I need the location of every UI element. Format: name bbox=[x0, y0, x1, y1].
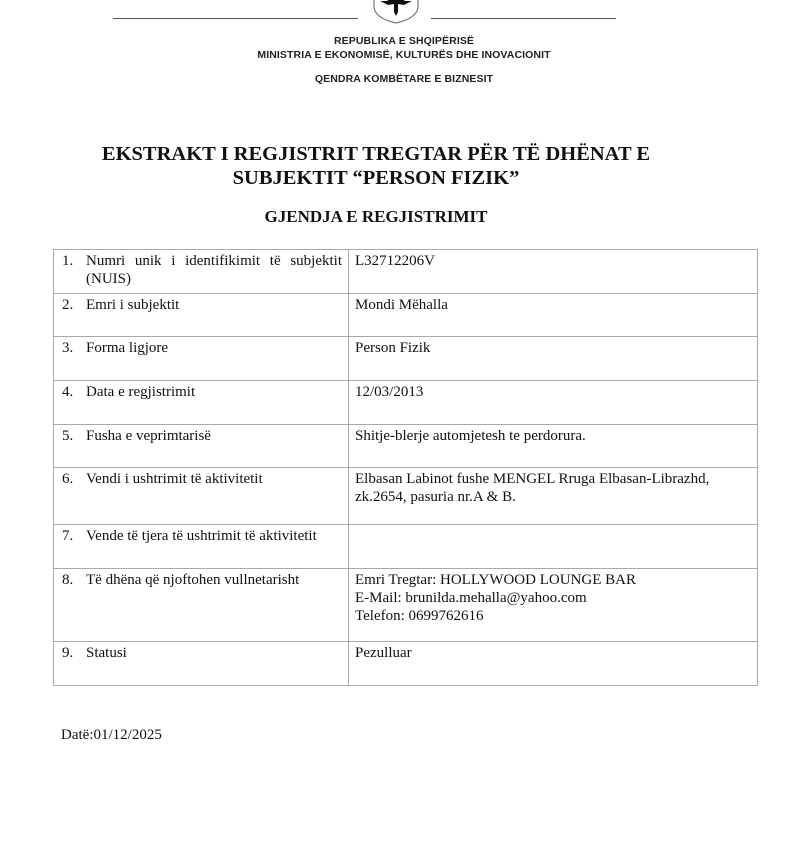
field-value: Pezulluar bbox=[355, 645, 412, 661]
document-title-line2: SUBJEKTIT “PERSON FIZIK” bbox=[232, 167, 520, 189]
field-value: Elbasan Labinot fushe MENGEL Rruga Elbasan-Librazhd, bbox=[355, 471, 710, 487]
table-row bbox=[54, 425, 758, 468]
field-label: Fusha e veprimtarisë bbox=[86, 428, 211, 444]
field-label-cell bbox=[54, 569, 349, 642]
field-value[interactable]: E-Mail: brunilda.mehalla@yahoo.com bbox=[355, 590, 587, 606]
field-value: 12/03/2013 bbox=[355, 384, 424, 400]
field-value: Shitje-blerje automjetesh te perdorura. bbox=[355, 428, 586, 444]
field-value-cell bbox=[349, 250, 758, 294]
field-value: zk.2654, pasuria nr.A & B. bbox=[355, 489, 516, 505]
field-value: Person Fizik bbox=[355, 340, 431, 356]
field-label-wrap bbox=[60, 252, 342, 288]
field-number: 1. bbox=[62, 253, 74, 269]
table-row bbox=[54, 525, 758, 569]
table-row bbox=[54, 468, 758, 525]
field-label-cell bbox=[54, 294, 349, 337]
field-label-cell bbox=[54, 425, 349, 468]
field-label-cell bbox=[54, 381, 349, 425]
table-row bbox=[54, 250, 758, 294]
header-ministry: MINISTRIA E EKONOMISË, KULTURËS DHE INOVACIONIT bbox=[257, 49, 551, 61]
field-number: 8. bbox=[62, 572, 74, 588]
field-label-wrap bbox=[60, 571, 342, 589]
field-number: 4. bbox=[62, 384, 74, 400]
field-label-cell bbox=[54, 525, 349, 569]
document-subtitle: GJENDJA E REGJISTRIMIT bbox=[264, 207, 488, 226]
header-rule-right bbox=[431, 18, 616, 19]
field-label: Të dhëna që njoftohen vullnetarisht bbox=[86, 572, 300, 588]
field-value-cell bbox=[349, 337, 758, 381]
field-value-cell bbox=[349, 468, 758, 525]
field-label-wrap bbox=[60, 644, 342, 662]
field-label-wrap bbox=[60, 427, 342, 445]
field-value-cell bbox=[349, 425, 758, 468]
document-title bbox=[0, 142, 752, 190]
table-row bbox=[54, 337, 758, 381]
field-value-cell bbox=[349, 294, 758, 337]
field-number: 9. bbox=[62, 645, 74, 661]
field-value: Telefon: 0699762616 bbox=[355, 608, 484, 624]
field-label: Statusi bbox=[86, 645, 127, 661]
table-row bbox=[54, 642, 758, 686]
field-value: L32712206V bbox=[355, 253, 435, 269]
field-value-cell bbox=[349, 381, 758, 425]
field-label-cell bbox=[54, 642, 349, 686]
field-label: Emri i subjektit bbox=[86, 297, 180, 313]
field-number: 7. bbox=[62, 528, 74, 544]
field-label-cell bbox=[54, 468, 349, 525]
field-number: 5. bbox=[62, 428, 74, 444]
field-label-wrap bbox=[60, 470, 342, 488]
field-number: 2. bbox=[62, 297, 74, 313]
field-label-wrap bbox=[60, 527, 342, 545]
field-label: Data e regjistrimit bbox=[86, 384, 196, 400]
field-label-wrap bbox=[60, 296, 342, 314]
field-label: Forma ligjore bbox=[86, 340, 169, 356]
coat-of-arms-icon bbox=[370, 0, 422, 24]
table-row bbox=[54, 381, 758, 425]
header-center: QENDRA KOMBËTARE E BIZNESIT bbox=[314, 73, 494, 85]
field-label: Numri unik i identifikimit të subjektit (NUIS) bbox=[86, 253, 342, 287]
field-label: Vendi i ushtrimit të aktivitetit bbox=[86, 471, 263, 487]
table-row bbox=[54, 294, 758, 337]
table-row bbox=[54, 569, 758, 642]
registration-table bbox=[53, 249, 758, 686]
field-label: Vende të tjera të ushtrimit të aktivitetit bbox=[86, 528, 317, 544]
field-label-cell bbox=[54, 337, 349, 381]
document-date: Datë:01/12/2025 bbox=[61, 727, 162, 743]
header-rule-left bbox=[113, 18, 358, 19]
field-number: 6. bbox=[62, 471, 74, 487]
field-label-wrap bbox=[60, 339, 342, 357]
field-value: Emri Tregtar: HOLLYWOOD LOUNGE BAR bbox=[355, 572, 636, 588]
field-value-cell bbox=[349, 642, 758, 686]
field-label-cell bbox=[54, 250, 349, 294]
document-title-line1: EKSTRAKT I REGJISTRIT TREGTAR PËR TË DHËNAT E bbox=[101, 143, 651, 165]
field-value-cell bbox=[349, 569, 758, 642]
field-label-wrap bbox=[60, 383, 342, 401]
field-value-cell bbox=[349, 525, 758, 569]
field-value: Mondi Mëhalla bbox=[355, 297, 448, 313]
header-republic: REPUBLIKA E SHQIPËRISË bbox=[333, 35, 475, 47]
field-number: 3. bbox=[62, 340, 74, 356]
